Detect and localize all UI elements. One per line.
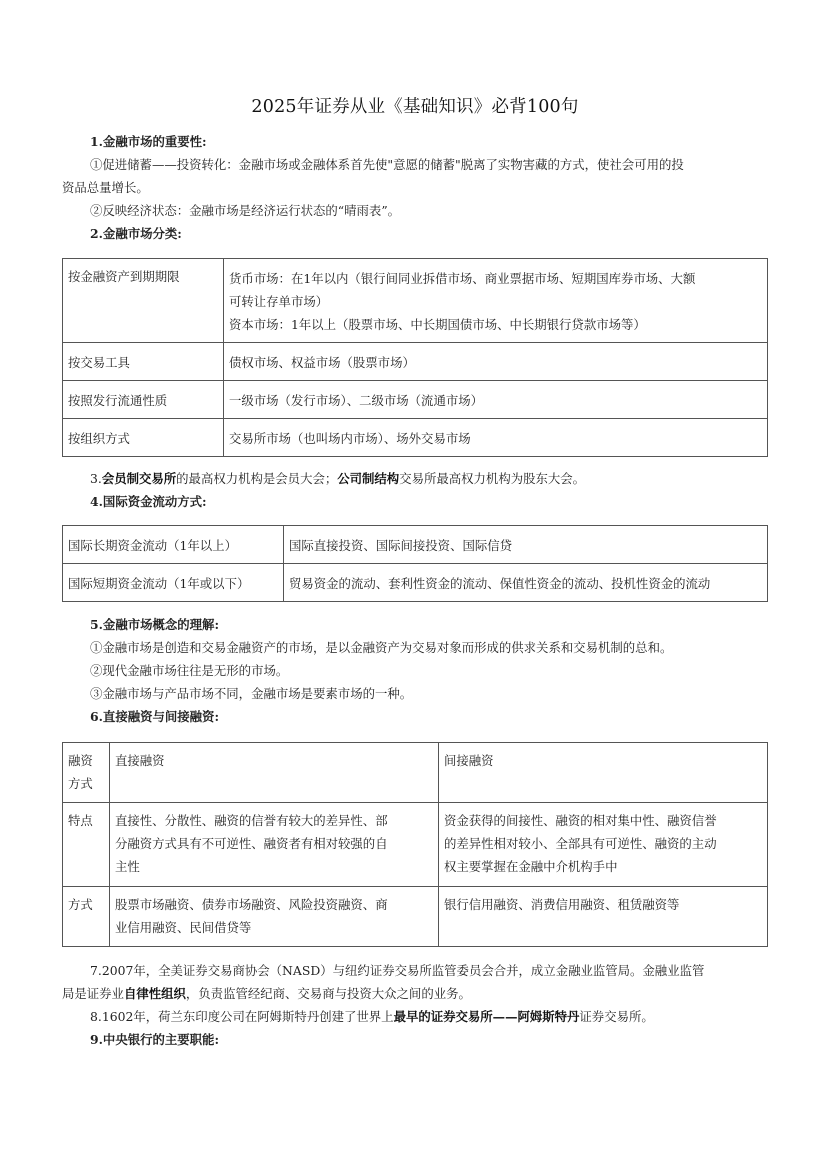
cell-line: 分融资方式具有不可逆性、融资者有相对较强的自 — [115, 836, 388, 851]
page-title: 2025年证券从业《基础知识》必背100句 — [251, 97, 579, 117]
table-row — [63, 743, 768, 803]
section-7-line-1: 7.2007年，全美证券交易商协会（NASD）与纽约证券交易所监管委员会合并，成立金融业监管局。金融业监管 — [90, 963, 705, 978]
cell-line: 主性 — [115, 859, 140, 874]
section-7-line-2 — [62, 982, 768, 1005]
section-8-text — [62, 1005, 768, 1028]
cell-line: 方式 — [68, 776, 93, 791]
section-6-heading: 6.直接融资与间接融资: — [90, 709, 220, 724]
table-row — [63, 343, 768, 381]
cell-line: 融资 — [68, 753, 93, 768]
table-row — [63, 419, 768, 457]
table-cell-key: 按照发行流通性质 — [63, 381, 224, 419]
table-cell-key: 国际长期资金流动（1年以上） — [63, 526, 284, 564]
table-cell-key: 按金融资产到期期限 — [63, 259, 224, 343]
table-cell-key: 方式 — [63, 887, 110, 947]
section-3-bold-2: 公司制结构 — [337, 471, 400, 486]
cell-line: 业信用融资、民间借贷等 — [115, 920, 252, 935]
section-1-para-1-line-1: ①促进储蓄——投资转化：金融市场或金融体系首先使"意愿的储蓄"脱离了实物害藏的方式，使社会可用的投 — [90, 157, 684, 172]
table-header-direct: 直接融资 — [110, 743, 439, 803]
section-8-text-a: 8.1602年，荷兰东印度公司在阿姆斯特丹创建了世界上 — [90, 1009, 394, 1024]
table-cell-value: 贸易资金的流动、套利性资金的流动、保值性资金的流动、投机性资金的流动 — [284, 564, 768, 602]
table-cell-value: 一级市场（发行市场）、二级市场（流通市场） — [224, 381, 768, 419]
section-3-text-2: 交易所最高权力机构为股东大会。 — [399, 471, 586, 486]
section-5-para-3: ③金融市场与产品市场不同，金融市场是要素市场的一种。 — [90, 686, 413, 701]
table-cell-value: 债权市场、权益市场（股票市场） — [224, 343, 768, 381]
section-4-heading: 4.国际资金流动方式: — [90, 494, 207, 509]
cell-line: 资本市场：1年以上（股票市场、中长期国债市场、中长期银行贷款市场等） — [229, 316, 646, 332]
table-cell-key: 国际短期资金流动（1年或以下） — [63, 564, 284, 602]
table-cell-direct — [110, 803, 439, 887]
table-cell-key: 特点 — [63, 803, 110, 887]
table-cell-value: 交易所市场（也叫场内市场）、场外交易市场 — [224, 419, 768, 457]
table-row — [63, 526, 768, 564]
section-1-para-2: ②反映经济状态：金融市场是经济运行状态的“晴雨表”。 — [90, 203, 401, 218]
section-5-heading: 5.金融市场概念的理解: — [90, 617, 220, 632]
section-5-para-2: ②现代金融市场往往是无形的市场。 — [90, 663, 289, 678]
section-9-heading: 9.中央银行的主要职能: — [90, 1032, 220, 1047]
table-row — [63, 887, 768, 947]
table-cell-key — [63, 743, 110, 803]
market-classification-table — [62, 258, 768, 457]
cell-line: 股票市场融资、债券市场融资、风险投资融资、商 — [115, 897, 388, 912]
section-7-9 — [62, 959, 768, 1051]
section-3-num: 3. — [90, 471, 102, 486]
table-header-indirect: 间接融资 — [439, 743, 768, 803]
section-1-heading: 1.金融市场的重要性: — [90, 134, 207, 149]
section-7-text-a: 局是证券业 — [62, 986, 124, 1001]
table-cell-value — [224, 259, 768, 343]
financing-comparison-table — [62, 742, 768, 947]
table-cell-key: 按组织方式 — [63, 419, 224, 457]
cell-line: 直接性、分散性、融资的信誉有较大的差异性、部 — [115, 813, 388, 828]
table-row — [63, 564, 768, 602]
cell-line: 可转让存单市场） — [229, 293, 329, 309]
table-cell-value: 国际直接投资、国际间接投资、国际信贷 — [284, 526, 768, 564]
table-row — [63, 259, 768, 343]
table-row — [63, 381, 768, 419]
section-2-heading: 2.金融市场分类: — [90, 226, 182, 241]
section-8-bold: 最早的证券交易所——阿姆斯特丹 — [393, 1009, 580, 1024]
section-5-para-1: ①金融市场是创造和交易金融资产的市场，是以金融资产为交易对象而形成的供求关系和交易机制的总和。 — [90, 640, 673, 655]
section-7-bold: 自律性组织 — [123, 986, 186, 1001]
cell-line: 资金获得的间接性、融资的相对集中性、融资信誉 — [444, 813, 717, 828]
cell-line: 货币市场：在1年以内（银行间同业拆借市场、商业票据市场、短期国库券市场、大额 — [229, 270, 696, 286]
section-1 — [62, 130, 768, 245]
section-3-bold-1: 会员制交易所 — [101, 471, 177, 486]
table-cell-indirect: 银行信用融资、消费信用融资、租赁融资等 — [439, 887, 768, 947]
capital-flow-table — [62, 525, 768, 602]
section-7-text-c: ，负责监管经纪商、交易商与投资大众之间的业务。 — [185, 986, 471, 1001]
section-3 — [62, 467, 768, 513]
section-1-para-1-line-2: 资品总量增长。 — [62, 180, 149, 195]
cell-line: 权主要掌握在金融中介机构手中 — [444, 859, 618, 874]
section-3-text — [62, 467, 768, 490]
table-row — [63, 803, 768, 887]
table-cell-direct — [110, 887, 439, 947]
cell-line: 的差异性相对较小、全部具有可逆性、融资的主动 — [444, 836, 717, 851]
table-cell-indirect — [439, 803, 768, 887]
section-8-text-c: 证券交易所。 — [579, 1009, 654, 1024]
section-5 — [62, 613, 768, 728]
table-cell-key: 按交易工具 — [63, 343, 224, 381]
section-3-text-1: 的最高权力机构是会员大会； — [176, 471, 338, 486]
